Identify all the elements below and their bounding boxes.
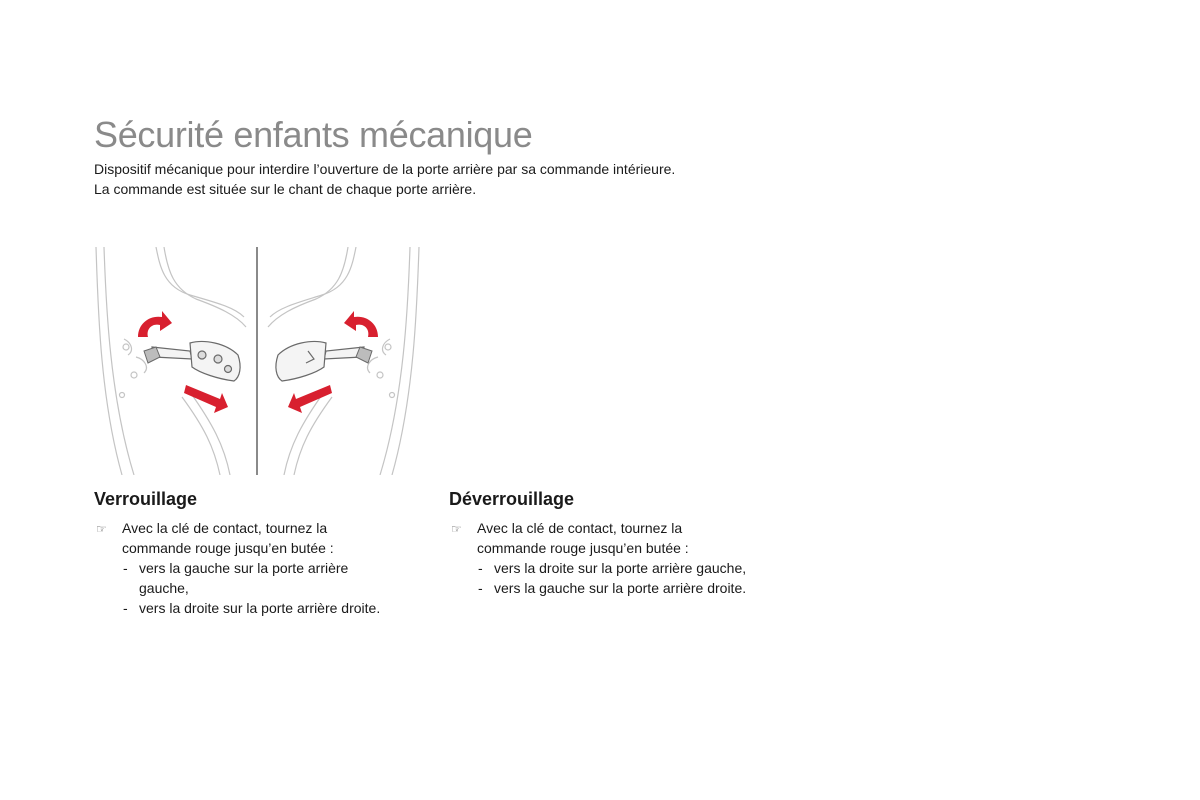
instruction-line: Avec la clé de contact, tournez la [122,520,328,536]
sub-item [449,578,789,598]
sub-item [94,558,434,598]
instruction-line: commande rouge jusqu’en butée : [477,540,689,556]
sub-item [449,558,789,578]
sub-item-line: vers la droite sur la porte arrière droite. [139,600,381,616]
intro-line: La commande est située sur le chant de chaque porte arrière. [94,181,477,197]
section-heading: Verrouillage [94,489,198,509]
dash-marker: - [478,560,483,576]
sub-item-line: gauche, [139,580,189,596]
instruction-bullet [449,518,789,558]
sub-item-line: vers la gauche sur la porte arrière droite. [494,580,747,596]
dash-marker: - [123,560,128,576]
intro-line: Dispositif mécanique pour interdire l’ouverture de la porte arrière par sa commande intérieure. [94,161,676,177]
sub-item-line: vers la droite sur la porte arrière gauche, [494,560,747,576]
instruction-bullet [94,518,434,558]
sub-item [94,598,434,618]
dash-marker: - [123,600,128,616]
section-unlocking [449,489,789,598]
section-locking [94,489,434,618]
sub-item-line: vers la gauche sur la porte arrière [139,560,349,576]
pointing-hand-icon: ☞ [96,522,107,536]
dash-marker: - [478,580,483,596]
intro-text [94,159,675,199]
section-heading: Déverrouillage [449,489,575,509]
instruction-line: Avec la clé de contact, tournez la [477,520,683,536]
instruction-line: commande rouge jusqu’en butée : [122,540,334,556]
pointing-hand-icon: ☞ [451,522,462,536]
page-title: Sécurité enfants mécanique [94,114,533,155]
child-lock-illustration [94,247,421,475]
